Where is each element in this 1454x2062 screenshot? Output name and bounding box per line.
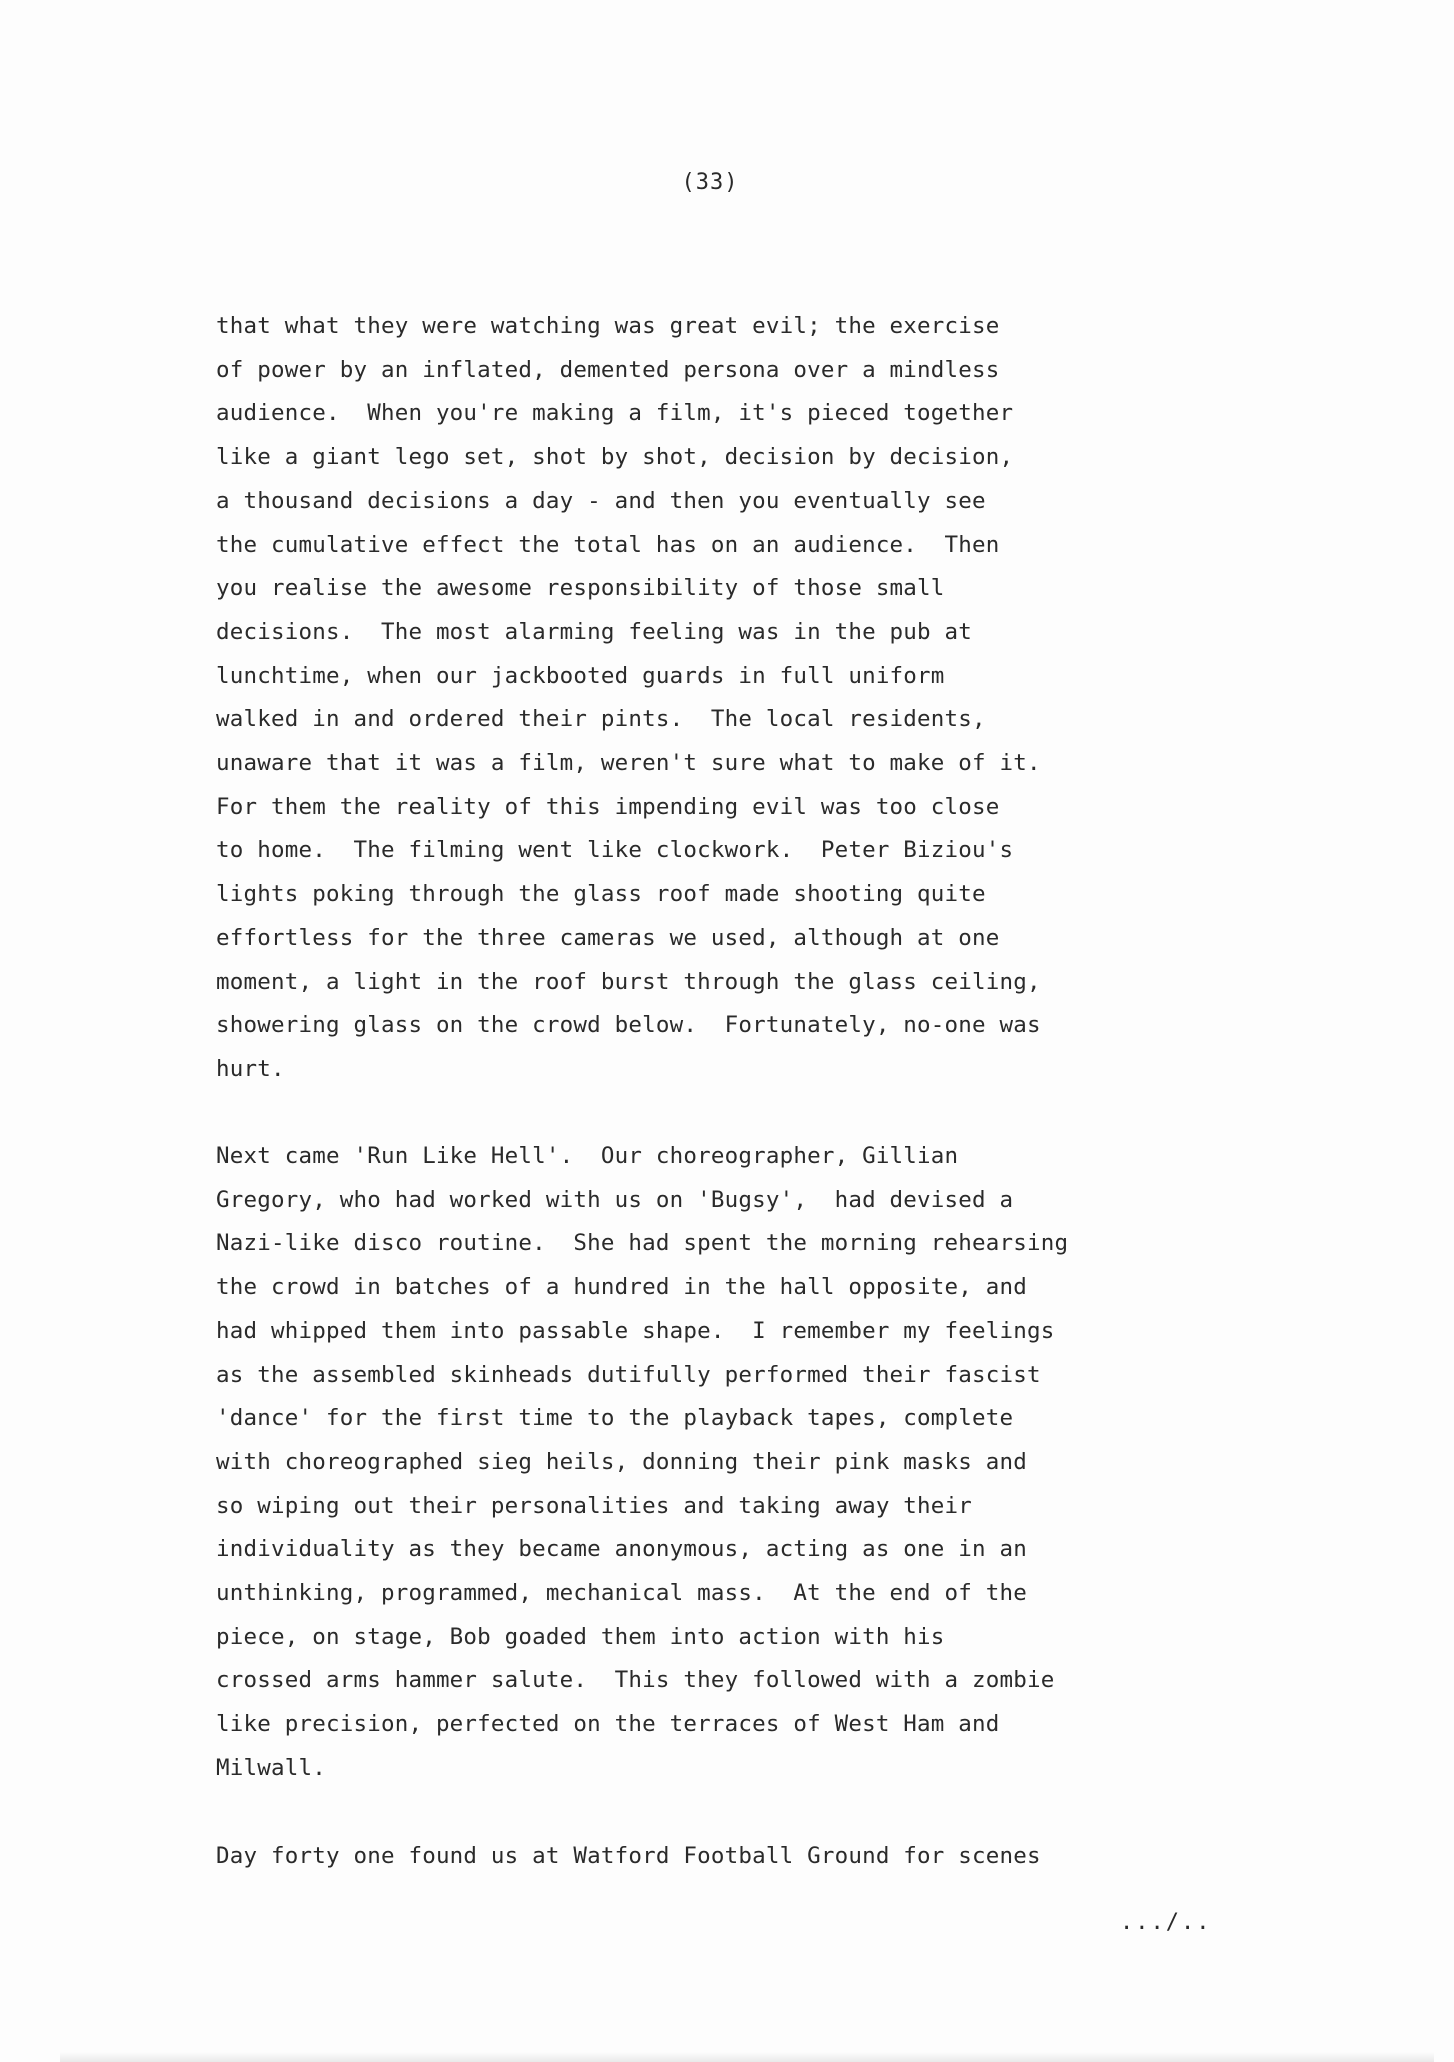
page-number: (33) bbox=[681, 170, 739, 195]
page-edge-shadow bbox=[60, 2052, 1434, 2062]
text-line: lights poking through the glass roof made shooting quite bbox=[216, 881, 986, 908]
text-line: unaware that it was a film, weren't sure what to make of it. bbox=[216, 750, 1041, 777]
text-line: Day forty one found us at Watford Football Ground for scenes bbox=[216, 1843, 1041, 1869]
text-line: of power by an inflated, demented persona over a mindless bbox=[216, 356, 1000, 383]
text-line: like precision, perfected on the terraces of West Ham and bbox=[216, 1711, 1000, 1738]
text-line: Nazi-like disco routine. She had spent the morning rehearsing bbox=[216, 1230, 1069, 1257]
text-line: Gregory, who had worked with us on 'Bugsy', had devised a bbox=[216, 1186, 1014, 1213]
paragraph-1 bbox=[216, 305, 1326, 1092]
continuation-mark: .../.. bbox=[1120, 1910, 1212, 1935]
text-line: hurt. bbox=[216, 1055, 285, 1082]
text-line: to home. The filming went like clockwork. Peter Biziou's bbox=[216, 837, 1014, 864]
text-line: with choreographed sieg heils, donning their pink masks and bbox=[216, 1448, 1028, 1475]
text-line: Next came 'Run Like Hell'. Our choreographer, Gillian bbox=[216, 1143, 959, 1169]
text-line: decisions. The most alarming feeling was in the pub at bbox=[216, 618, 973, 645]
text-line: audience. When you're making a film, it's pieced together bbox=[216, 400, 1014, 427]
text-line: that what they were watching was great evil; the exercise bbox=[216, 313, 1000, 339]
text-line: piece, on stage, Bob goaded them into action with his bbox=[216, 1623, 945, 1650]
text-line: so wiping out their personalities and taking away their bbox=[216, 1492, 973, 1519]
text-line: the crowd in batches of a hundred in the hall opposite, and bbox=[216, 1274, 1028, 1301]
text-line: For them the reality of this impending evil was too close bbox=[216, 793, 1000, 820]
text-line: crossed arms hammer salute. This they followed with a zombie bbox=[216, 1667, 1055, 1694]
text-line: as the assembled skinheads dutifully performed their fascist bbox=[216, 1361, 1041, 1388]
text-line: 'dance' for the first time to the playback tapes, complete bbox=[216, 1405, 1014, 1432]
text-line: unthinking, programmed, mechanical mass. At the end of the bbox=[216, 1580, 1028, 1607]
paragraph-3 bbox=[216, 1835, 1326, 1879]
text-line: Milwall. bbox=[216, 1754, 326, 1781]
text-line: individuality as they became anonymous, acting as one in an bbox=[216, 1536, 1028, 1563]
text-line: had whipped them into passable shape. I remember my feelings bbox=[216, 1317, 1055, 1344]
paragraph-2 bbox=[216, 1135, 1326, 1791]
text-line: effortless for the three cameras we used, although at one bbox=[216, 924, 1000, 951]
text-line: the cumulative effect the total has on an audience. Then bbox=[216, 531, 1000, 558]
text-line: lunchtime, when our jackbooted guards in full uniform bbox=[216, 662, 945, 689]
text-line: like a giant lego set, shot by shot, decision by decision, bbox=[216, 444, 1014, 471]
text-line: showering glass on the crowd below. Fortunately, no-one was bbox=[216, 1012, 1041, 1039]
text-line: moment, a light in the roof burst through the glass ceiling, bbox=[216, 968, 1041, 995]
text-line: you realise the awesome responsibility of those small bbox=[216, 575, 945, 602]
text-line: walked in and ordered their pints. The local residents, bbox=[216, 706, 986, 733]
text-line: a thousand decisions a day - and then you eventually see bbox=[216, 487, 986, 514]
